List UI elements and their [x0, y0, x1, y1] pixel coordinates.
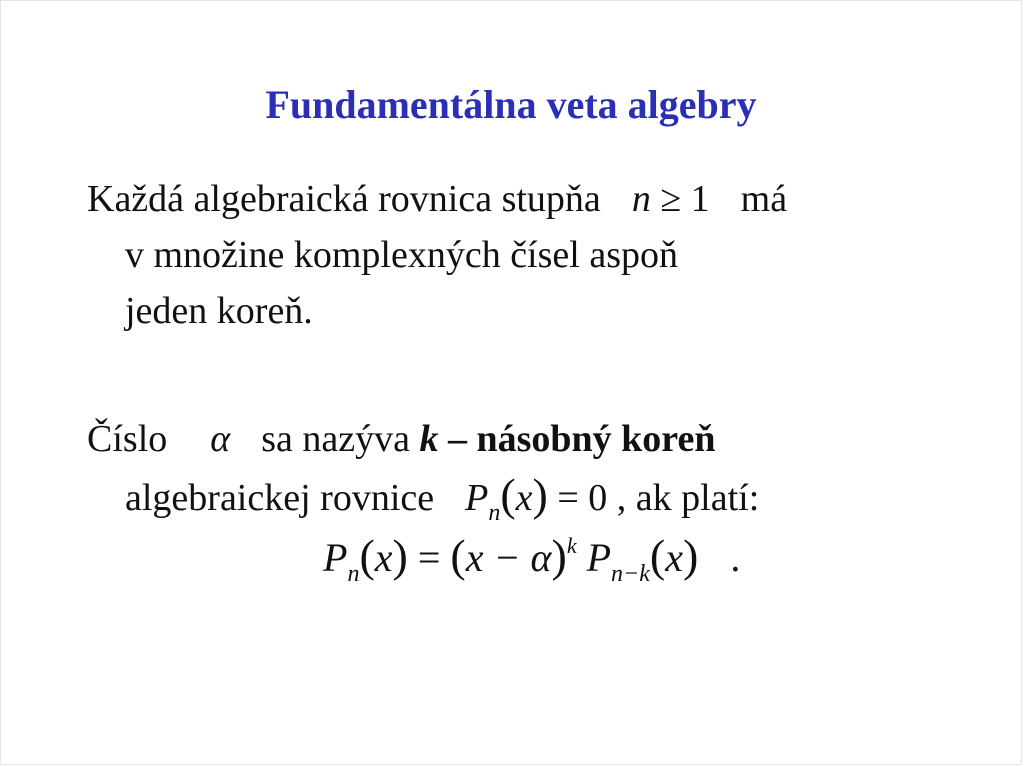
theorem-line-2: v množine komplexných čísel aspoň [125, 234, 678, 276]
formula-P2-sub: n−k [611, 561, 650, 587]
theorem-paragraph [87, 171, 787, 339]
slide-title: Fundamentálna veta algebry [265, 82, 757, 127]
poly-x: x [515, 477, 533, 519]
definition-line2-tail: , ak platí: [616, 477, 760, 519]
definition-mid-text: sa nazýva [261, 418, 410, 460]
formula-eq: = [417, 535, 441, 580]
poly-sub-n: n [488, 500, 501, 526]
word-cislo: Číslo [87, 418, 168, 460]
definition-bold-text: – násobný koreň [447, 418, 716, 460]
theorem-text-1: Každá algebraická rovnica stupňa [87, 178, 601, 220]
math-var-n: n [631, 178, 651, 220]
poly-P: P [465, 477, 489, 519]
poly-rhs: = 0 [557, 477, 608, 519]
theorem-text-ma: má [740, 178, 788, 220]
formula-x1: x [374, 535, 393, 580]
formula-end: . [730, 535, 741, 580]
formula-P2: P [586, 535, 612, 580]
root-multiplicity-formula: $P_n(x) = (x - \alpha)^k$ $P_{n-k}(x)$ . [323, 530, 741, 587]
math-alpha: α [210, 418, 231, 460]
theorem-line-1 [87, 171, 787, 227]
definition-paragraph [87, 411, 759, 541]
theorem-line-3: jeden koreň. [125, 290, 313, 332]
formula-inner: x − α [465, 535, 552, 580]
formula-power-k: k [566, 533, 577, 558]
math-ge-one: ≥ 1 [660, 178, 710, 220]
definition-line-1 [87, 411, 759, 467]
formula-P1: P [323, 535, 348, 580]
math-k: k [419, 418, 439, 460]
formula-x2: x [665, 535, 683, 580]
formula-P1-sub: n [347, 561, 360, 587]
definition-line2-text: algebraickej rovnice [125, 477, 435, 519]
definition-line-2: algebraickej rovnice $P_n(x) = 0$ , ak platí: [125, 469, 760, 526]
